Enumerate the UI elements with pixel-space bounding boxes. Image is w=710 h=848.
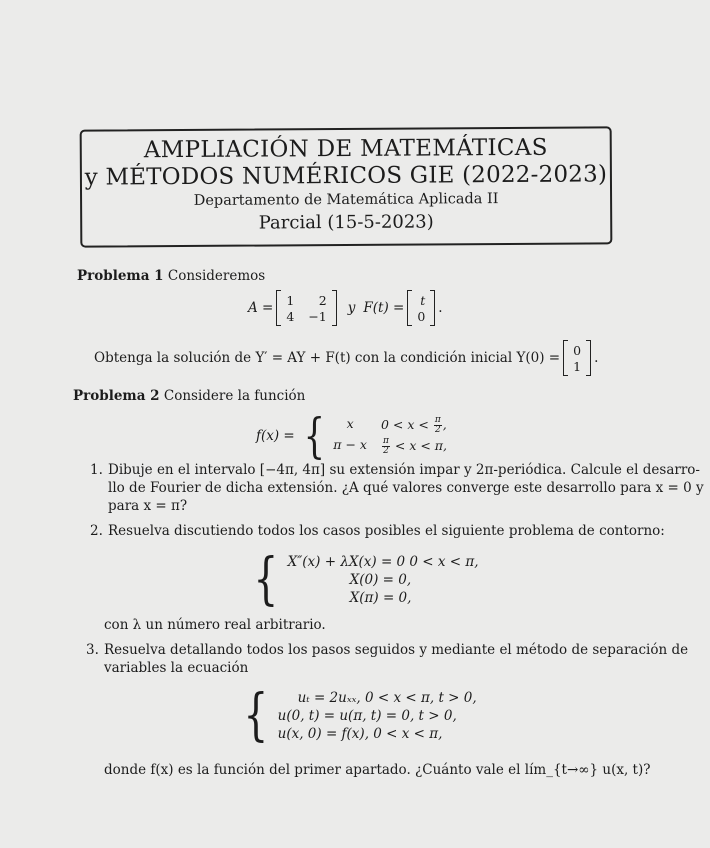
case1-expr: x (346, 416, 354, 431)
item3-closing: donde f(x) es la función del primer apartado. ¿Cuánto vale el lím_{t→∞} u(x, t)? (104, 762, 651, 778)
problem2-heading (73, 388, 305, 405)
system-eq: X(0) = 0, (349, 572, 412, 588)
system-eq: X″(x) + λX(x) = 0 0 < x < π, (287, 554, 479, 570)
left-brace: { (253, 547, 279, 612)
problem1-label: Problema 1 (77, 268, 164, 284)
case1-cond: 0 < x < $\frac{\pi}{2}$ , (380, 415, 447, 435)
system-eq: u(x, 0) = f(x), 0 < x < π, (277, 726, 443, 742)
boundary-problem-system (248, 547, 479, 612)
vector-y0-cell: 1 (573, 358, 582, 374)
vector-f-cell: t (420, 292, 426, 308)
item3-line2: variables la ecuación (104, 660, 249, 676)
item3-number: 3. (86, 642, 99, 658)
header-exam-date: Parcial (15-5-2023) (258, 211, 434, 234)
item2-after: con λ un número real arbitrario. (104, 617, 326, 633)
system-eq: X(π) = 0, (349, 590, 412, 606)
left-brace: { (243, 683, 269, 748)
problem1-statement: Obtenga la solución de Y′ = AY + F(t) con la condición inicial Y(0) = (94, 350, 561, 366)
problem2-intro: Considere la función (163, 388, 306, 404)
left-brace: { (303, 408, 325, 464)
item1-line3: para x = π? (108, 498, 188, 514)
matrix-a-label: A = (248, 300, 274, 316)
conjunction: y (347, 300, 356, 316)
matrix-a (276, 290, 336, 326)
problem2-label: Problema 2 (73, 388, 160, 404)
piecewise-function (256, 408, 447, 464)
item3-line1: Resuelva detallando todos los pasos seguidos y mediante el método de separación de (104, 642, 689, 658)
item1-line1: Dibuje en el intervalo [−4π, 4π] su extensión impar y 2π-periódica. Calcule el desarro- (108, 462, 700, 478)
item2-line1: Resuelva discutiendo todos los casos posibles el siguiente problema de contorno: (108, 523, 665, 539)
header-box (80, 126, 613, 247)
system-eq: u(0, t) = u(π, t) = 0, t > 0, (277, 708, 457, 724)
header-department: Departamento de Matemática Aplicada II (193, 191, 499, 209)
piecewise-label: f(x) = (256, 428, 295, 444)
item1-number: 1. (90, 462, 103, 478)
problem1-statement-line (94, 340, 598, 376)
item2-number: 2. (90, 523, 103, 539)
problem1-heading (77, 268, 265, 285)
case2-cond: $\frac{\pi}{2}$ < x < π, (382, 436, 447, 456)
end-dot: . (594, 350, 599, 366)
case2-expr: π − x (333, 437, 367, 452)
vector-y0 (563, 340, 591, 376)
problem1-intro: Consideremos (167, 268, 266, 284)
header-title-line2: y MÉTODOS NUMÉRICOS GIE (2022-2023) (84, 161, 608, 191)
matrix-a-cell: 4 (286, 308, 295, 324)
header-title-line1: AMPLIACIÓN DE MATEMÁTICAS (143, 134, 548, 164)
end-dot: . (438, 300, 443, 316)
vector-f-cell: 0 (417, 308, 426, 324)
matrix-a-cell: 2 (318, 292, 327, 308)
vector-f (407, 290, 435, 326)
vector-y0-cell: 0 (573, 342, 582, 358)
system-eq: uₜ = 2uₓₓ, 0 < x < π, t > 0, (297, 690, 477, 706)
problem1-matrices (248, 290, 443, 326)
vector-f-label: F(t) = (363, 300, 405, 316)
matrix-a-cell: −1 (308, 308, 327, 324)
heat-equation-system (238, 683, 477, 748)
item1-line2: llo de Fourier de dicha extensión. ¿A qué valores converge este desarrollo para x = 0 y (108, 480, 704, 496)
matrix-a-cell: 1 (286, 292, 295, 308)
